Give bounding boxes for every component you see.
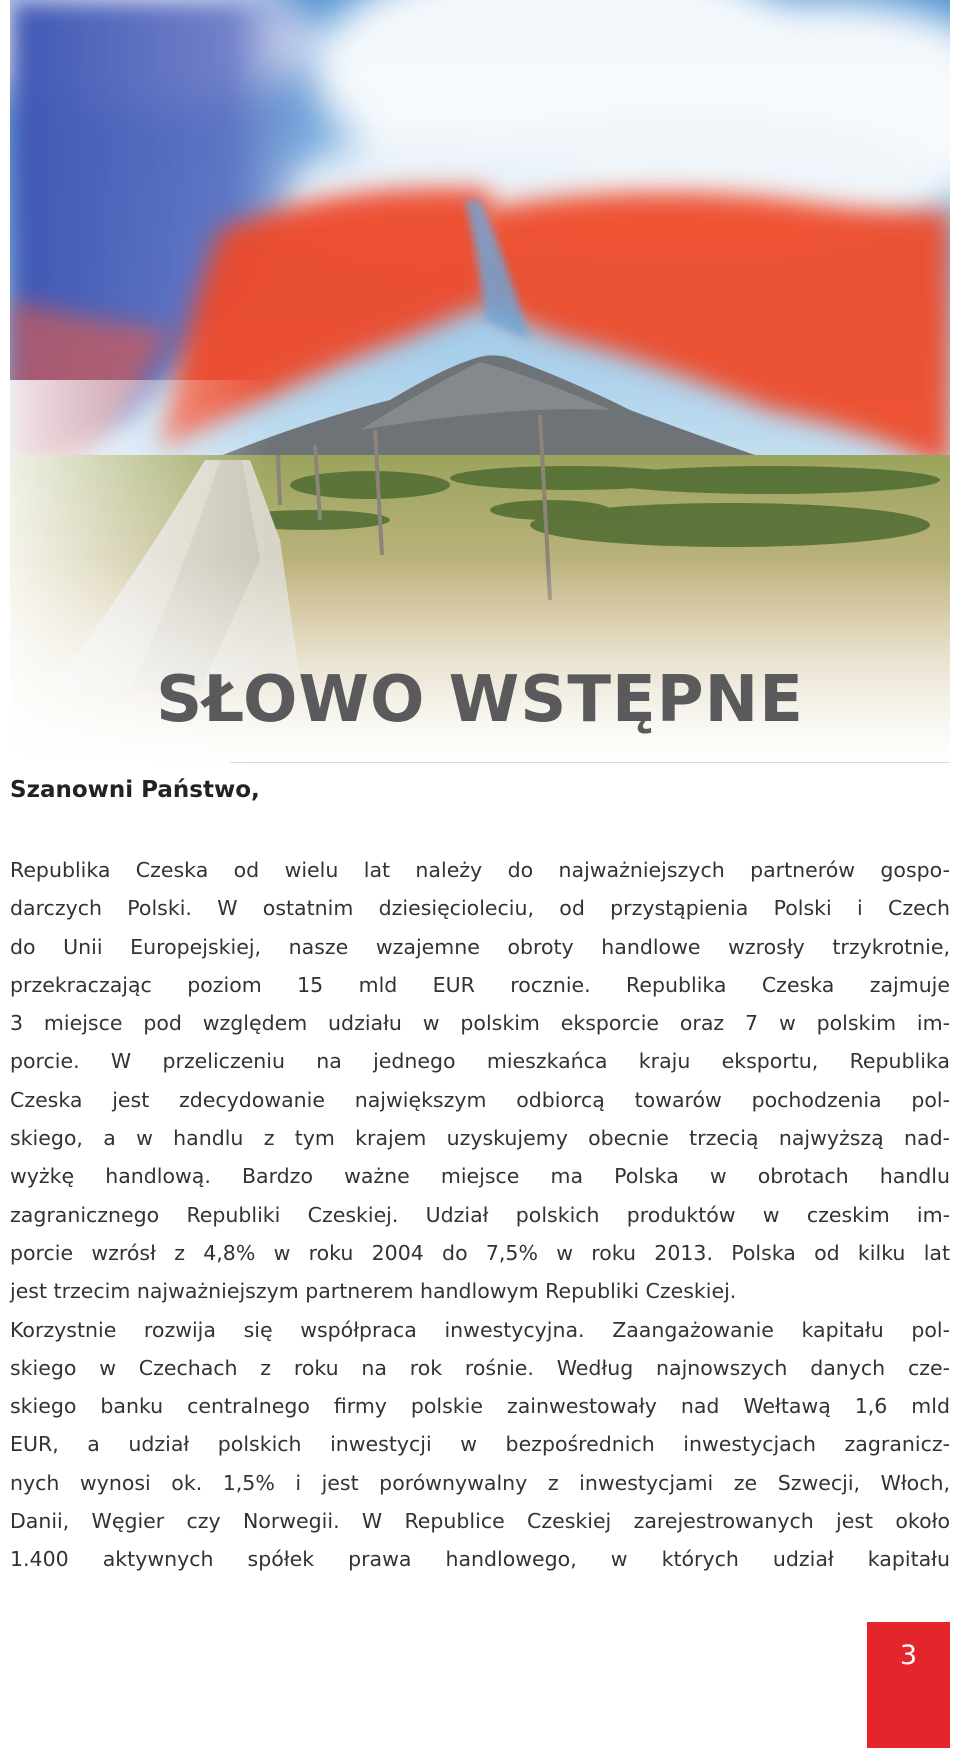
text-line: skiego, a w handlu z tym krajem uzyskujemy obecnie trzecią najwyższą nad-	[10, 1126, 950, 1151]
title-underline	[230, 762, 950, 763]
text-line: Korzystnie rozwija się współpraca inwestycyjna. Zaangażowanie kapitału pol-	[10, 1317, 950, 1342]
text-line: jest trzecim najważniejszym partnerem handlowym Republiki Czeskiej.	[10, 1279, 737, 1304]
text-line: 1.400 aktywnych spółek prawa handlowego, w których udział kapitału	[10, 1547, 950, 1572]
text-line: skiego w Czechach z roku na rok rośnie. Według najnowszych danych cze-	[10, 1355, 950, 1380]
text-line: EUR, a udział polskich inwestycji w bezpośrednich inwestycjach zagranicz-	[10, 1432, 950, 1457]
text-line: Czeska jest zdecydowanie największym odbiorcą towarów pochodzenia pol-	[10, 1087, 950, 1112]
text-line: Republika Czeska od wielu lat należy do najważniejszych partnerów gospo-	[10, 858, 950, 882]
page-number-tab	[867, 1622, 950, 1748]
text-line: zagranicznego Republiki Czeskiej. Udział polskich produktów w czeskim im-	[10, 1202, 950, 1227]
text-line: wyżkę handlową. Bardzo ważne miejsce ma Polska w obrotach handlu	[10, 1164, 950, 1189]
greeting: Szanowni Państwo,	[10, 777, 260, 803]
page-number: 3	[899, 1640, 918, 1671]
mountain-landscape-with-flag-image	[10, 0, 950, 765]
text-line: Danii, Węgier czy Norwegii. W Republice Czeskiej zarejestrowanych jest około	[10, 1509, 950, 1534]
text-line: nych wynosi ok. 1,5% i jest porównywalny z inwestycjami ze Szwecji, Włoch,	[10, 1470, 950, 1495]
text-line: darczych Polski. W ostatnim dziesięcioleciu, od przystąpienia Polski i Czech	[10, 896, 950, 921]
body-paragraph	[10, 851, 950, 1579]
text-line: 3 miejsce pod względem udziału w polskim eksporcie oraz 7 w polskim im-	[10, 1011, 950, 1036]
page-title: SŁOWO WSTĘPNE	[156, 663, 804, 737]
text-line: porcie wzrósł z 4,8% w roku 2004 do 7,5% w roku 2013. Polska od kilku lat	[10, 1240, 950, 1265]
text-line: przekraczając poziom 15 mld EUR rocznie. Republika Czeska zajmuje	[10, 972, 950, 997]
text-line: skiego banku centralnego firmy polskie zainwestowały nad Wełtawą 1,6 mld	[10, 1394, 950, 1419]
cover-photo	[10, 0, 950, 765]
text-line: porcie. W przeliczeniu na jednego mieszkańca kraju eksportu, Republika	[10, 1049, 950, 1074]
text-line: do Unii Europejskiej, nasze wzajemne obroty handlowe wzrosły trzykrotnie,	[10, 934, 950, 959]
